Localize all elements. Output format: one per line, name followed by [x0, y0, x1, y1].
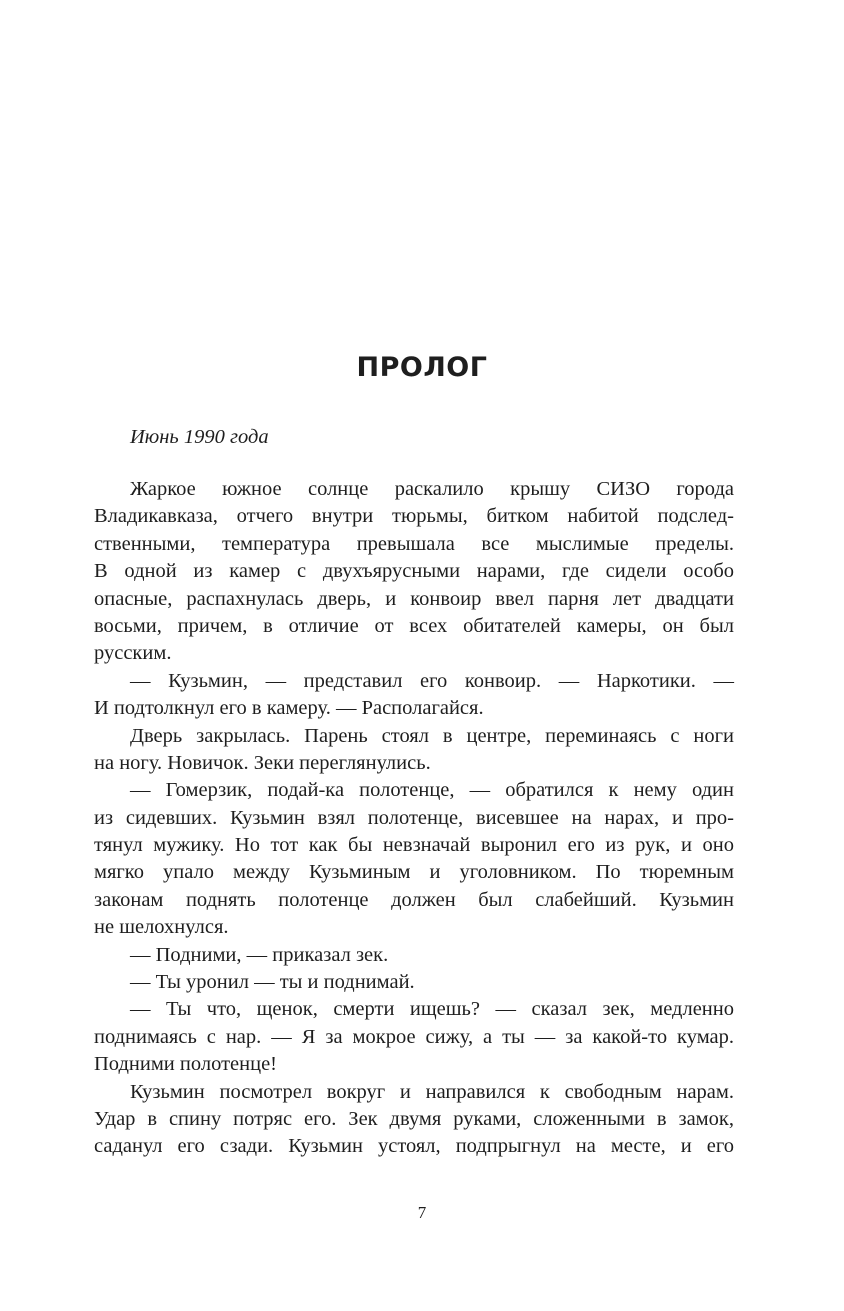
text-line: Владикавказа, отчего внутри тюрьмы, битком набитой подслед-: [94, 505, 734, 528]
text-line: Жаркое южное солнце раскалило крышу СИЗО города: [130, 478, 734, 500]
text-line: В одной из камер с двухъярусными нарами, где сидели особо: [94, 560, 734, 583]
text-line: опасные, распахнулась дверь, и конвоир ввел парня лет двадцати: [94, 587, 734, 610]
text-line: — Ты что, щенок, смерти ищешь? — сказал зек, медленно: [130, 998, 734, 1021]
body-text: [94, 476, 734, 1161]
text-line: — Ты уронил — ты и поднимай.: [130, 971, 415, 994]
text-line: И подтолкнул его в камеру. — Располагайся.: [94, 697, 484, 720]
text-line: — Кузьмин, — представил его конвоир. — Наркотики. —: [130, 669, 734, 692]
text-line: на ногу. Новичок. Зеки переглянулись.: [94, 751, 431, 774]
text-line: саданул его сзади. Кузьмин устоял, подпрыгнул на месте, и его: [94, 1135, 734, 1158]
text-line: мягко упало между Кузьминым и уголовником. По тюремным: [94, 861, 734, 884]
text-line: Удар в спину потряс его. Зек двумя руками, сложенными в замок,: [94, 1107, 734, 1130]
text-line: не шелохнулся.: [94, 916, 229, 939]
text-line: из сидевших. Кузьмин взял полотенце, висевшее на нарах, и про-: [94, 806, 734, 829]
text-line: поднимаясь с нар. — Я за мокрое сижу, а ты — за какой-то кумар.: [94, 1025, 734, 1048]
text-line: тянул мужику. Но тот как бы невзначай выронил его из рук, и оно: [94, 834, 734, 857]
text-line: русским.: [94, 642, 172, 665]
chapter-title: ПРОЛОГ: [356, 352, 488, 383]
text-line: восьми, причем, в отличие от всех обитателей камеры, он был: [94, 614, 734, 637]
text-line: Кузьмин посмотрел вокруг и направился к свободным нарам.: [130, 1080, 734, 1103]
chapter-dateline: Июнь 1990 года: [130, 426, 269, 448]
page-number: 7: [417, 1203, 427, 1222]
text-line: ственными, температура превышала все мыслимые пределы.: [94, 532, 734, 555]
text-line: — Подними, — приказал зек.: [130, 943, 389, 966]
text-line: Дверь закрылась. Парень стоял в центре, переминаясь с ноги: [130, 724, 734, 747]
text-line: — Гомерзик, подай-ка полотенце, — обратился к нему один: [130, 779, 734, 802]
text-line: Подними полотенце!: [94, 1053, 277, 1076]
text-line: законам поднять полотенце должен был слабейший. Кузьмин: [94, 888, 734, 911]
